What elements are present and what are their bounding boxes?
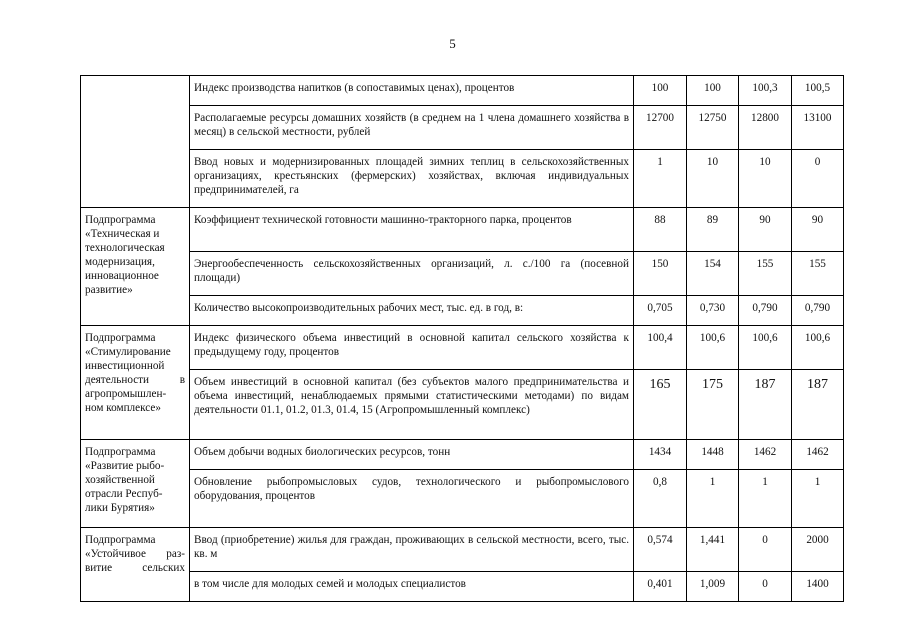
indicator-value: 187 (792, 370, 844, 440)
indicator-name: Объем инвестиций в основной капитал (без субъектов малого предпринимательства и объема инвестиций, ненаблюдаемых прямыми статистическими методами) по видам деятельности 01.1, 01.2, 01.3, 01.4, 15 (Агропромышленный комплекс) (190, 370, 634, 440)
table-row (81, 208, 844, 252)
indicator-value: 1 (634, 150, 687, 208)
table-row (81, 326, 844, 370)
indicator-value: 187 (739, 370, 792, 440)
program-name-line: Подпрограмма (85, 332, 156, 344)
indicator-value: 1448 (687, 440, 739, 470)
indicator-value: 89 (687, 208, 739, 252)
indicator-name: Коэффициент технической готовности машинно-тракторного парка, процентов (190, 208, 634, 252)
table-row (81, 440, 844, 470)
indicator-value: 1400 (792, 572, 844, 602)
program-cell (81, 440, 190, 528)
program-name-line: «Стимулирование (85, 346, 171, 358)
indicator-name: Индекс производства напитков (в сопоставимых ценах), процентов (190, 76, 634, 106)
indicator-value: 100,5 (792, 76, 844, 106)
indicator-value: 90 (739, 208, 792, 252)
indicator-name: Ввод (приобретение) жилья для граждан, проживающих в сельской местности, всего, тыс. кв. м (190, 528, 634, 572)
program-name-line: лики Бурятия» (85, 502, 155, 514)
program-name-line: модернизация, (85, 256, 155, 268)
indicator-value: 100,6 (792, 326, 844, 370)
indicator-name: Индекс физического объема инвестиций в основной капитал сельского хозяйства к предыдущему году, процентов (190, 326, 634, 370)
indicator-value: 10 (687, 150, 739, 208)
indicator-value: 1434 (634, 440, 687, 470)
indicator-value: 0,8 (634, 470, 687, 528)
indicator-value: 100 (687, 76, 739, 106)
indicator-value: 1 (739, 470, 792, 528)
table-row (81, 106, 844, 150)
indicator-name: в том числе для молодых семей и молодых специалистов (190, 572, 634, 602)
table-row (81, 76, 844, 106)
program-name-line: инновационное (85, 270, 159, 282)
program-name-line: «Устойчивое раз- (85, 548, 185, 560)
table-row (81, 370, 844, 440)
program-name-line: хозяйственной (85, 474, 155, 486)
program-cell (81, 208, 190, 326)
indicator-value: 1 (792, 470, 844, 528)
program-name-line: Подпрограмма (85, 446, 156, 458)
indicator-name: Располагаемые ресурсы домашних хозяйств (в среднем на 1 члена домашнего хозяйства в месяц) в сельской местности, рублей (190, 106, 634, 150)
table-row (81, 252, 844, 296)
program-name-line: деятельности в (85, 374, 185, 386)
program-name-line: Подпрограмма (85, 534, 156, 546)
program-name-line: инвестиционной (85, 360, 165, 372)
table-row (81, 470, 844, 528)
indicator-value: 1462 (792, 440, 844, 470)
table-row (81, 528, 844, 572)
indicator-value: 100,6 (739, 326, 792, 370)
indicator-value: 0,790 (792, 296, 844, 326)
indicator-value: 0 (739, 572, 792, 602)
indicator-value: 155 (792, 252, 844, 296)
indicator-value: 0,574 (634, 528, 687, 572)
indicator-value: 100,3 (739, 76, 792, 106)
indicator-value: 0 (792, 150, 844, 208)
indicator-value: 2000 (792, 528, 844, 572)
table-row (81, 296, 844, 326)
indicator-value: 0 (739, 528, 792, 572)
indicator-name: Объем добычи водных биологических ресурсов, тонн (190, 440, 634, 470)
indicator-value: 100,6 (687, 326, 739, 370)
table-row (81, 572, 844, 602)
indicator-value: 1,441 (687, 528, 739, 572)
indicator-value: 175 (687, 370, 739, 440)
program-cell (81, 76, 190, 208)
indicator-value: 0,730 (687, 296, 739, 326)
indicator-value: 88 (634, 208, 687, 252)
indicator-name: Ввод новых и модернизированных площадей зимних теплиц в сельскохозяйственных организациях, крестьянских (фермерских) хозяйствах, включая индивидуальных предпринимателей, га (190, 150, 634, 208)
indicator-value: 12700 (634, 106, 687, 150)
indicator-name: Энергообеспеченность сельскохозяйственных организаций, л. с./100 га (посевной площади) (190, 252, 634, 296)
table-row (81, 150, 844, 208)
program-name-line: технологическая (85, 242, 165, 254)
program-name-line: отрасли Респуб- (85, 488, 163, 500)
program-cell (81, 528, 190, 602)
indicator-name: Обновление рыбопромысловых судов, технологического и рыбопромыслового оборудования, процентов (190, 470, 634, 528)
indicator-name: Количество высокопроизводительных рабочих мест, тыс. ед. в год, в: (190, 296, 634, 326)
indicator-value: 0,790 (739, 296, 792, 326)
program-name-line: агропромышлен- (85, 388, 167, 400)
page-number: 5 (449, 36, 456, 51)
program-name-line: «Техническая и (85, 228, 160, 240)
indicators-table (80, 75, 844, 602)
indicator-value: 13100 (792, 106, 844, 150)
indicator-value: 155 (739, 252, 792, 296)
indicator-value: 12800 (739, 106, 792, 150)
program-cell (81, 326, 190, 440)
program-name-line: Подпрограмма (85, 214, 156, 226)
indicator-value: 0,401 (634, 572, 687, 602)
program-name-line: витие сельских (85, 562, 185, 574)
indicator-value: 1,009 (687, 572, 739, 602)
indicator-value: 100 (634, 76, 687, 106)
indicator-value: 150 (634, 252, 687, 296)
indicator-value: 10 (739, 150, 792, 208)
program-name-line: ном комплексе» (85, 402, 161, 414)
indicator-value: 12750 (687, 106, 739, 150)
program-name-line: «Развитие рыбо- (85, 460, 165, 472)
indicator-value: 1462 (739, 440, 792, 470)
program-name-line: развитие» (85, 284, 133, 296)
indicator-value: 90 (792, 208, 844, 252)
indicator-value: 100,4 (634, 326, 687, 370)
indicator-value: 154 (687, 252, 739, 296)
indicator-value: 1 (687, 470, 739, 528)
indicator-value: 0,705 (634, 296, 687, 326)
indicator-value: 165 (634, 370, 687, 440)
